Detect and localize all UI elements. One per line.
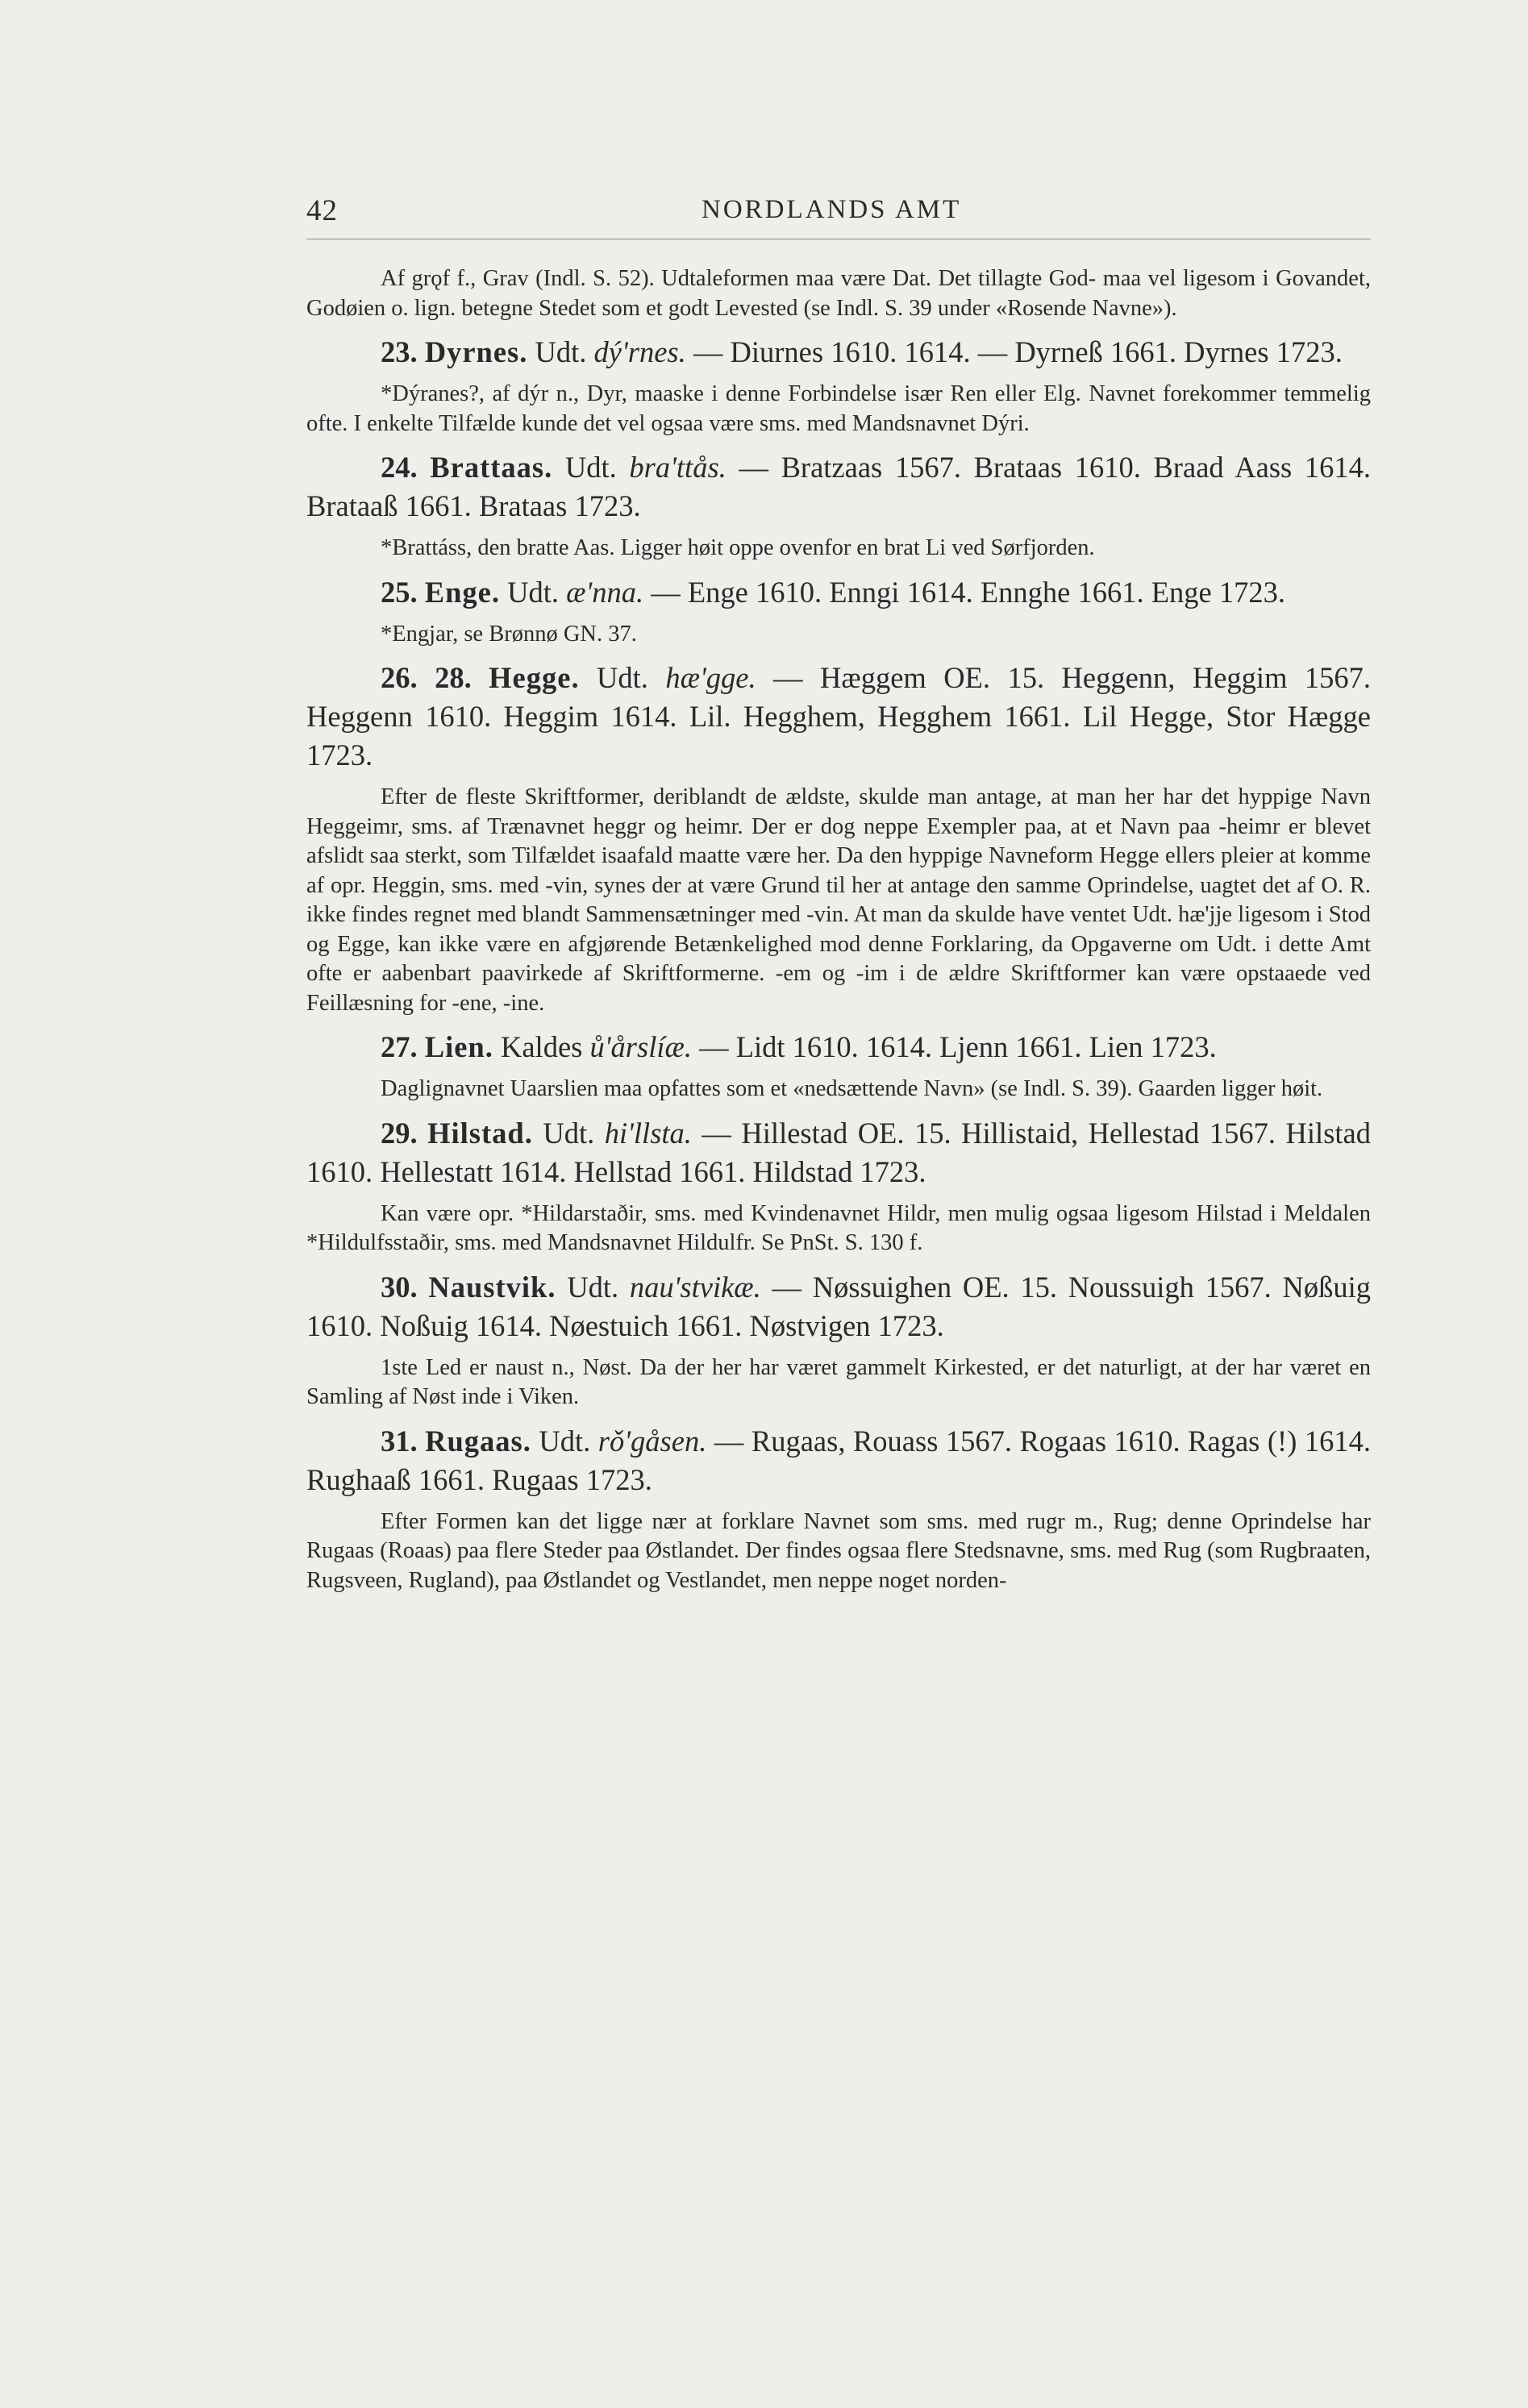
entry-forms: — Hæggem OE. 15. Heggenn, Heggim 1567. Heggenn 1610. Heggim 1614. Lil. Hegghem, Hegghem 1661. Lil Hegge, Stor Hægge 1723. — [306, 661, 1372, 771]
entry-headline — [306, 333, 1371, 372]
place-entry — [306, 573, 1371, 650]
place-entry — [306, 333, 1371, 439]
entry-number: 25. — [381, 575, 418, 609]
entry-name: Hegge. — [489, 661, 580, 694]
entry-headline — [306, 573, 1371, 612]
page-number: 42 — [306, 194, 338, 227]
entry-name: Naustvik. — [428, 1270, 556, 1304]
entry-udt-label: Kaldes — [501, 1030, 583, 1063]
running-title: NORDLANDS AMT — [702, 195, 962, 224]
entry-note: *Dýranes?, af dýr n., Dyr, maaske i denne Forbindelse især Ren eller Elg. Navnet forekommer temmelig ofte. I enkelte Tilfælde kunde det vel ogsaa være sms. med Mandsnavnet Dýri. — [306, 381, 1371, 436]
entry-udt-label: Udt. — [597, 661, 648, 694]
entry-number: 31. — [381, 1424, 418, 1458]
entry-headline — [306, 448, 1371, 526]
place-entry — [306, 1028, 1371, 1104]
place-entry — [306, 1268, 1371, 1412]
place-entry — [306, 448, 1371, 564]
entry-headline — [306, 1028, 1371, 1067]
entry-udt-label: Udt. — [535, 335, 587, 368]
entry-pronunciation: dý'rnes. — [593, 335, 686, 368]
place-entry — [306, 659, 1371, 1018]
entry-name: Dyrnes. — [424, 335, 528, 368]
entry-name: Hilstad. — [427, 1116, 533, 1150]
entry-note: Daglignavnet Uaarslien maa opfattes som et «nedsættende Navn» (se Indl. S. 39). Gaarden ligger høit. — [381, 1076, 1323, 1101]
entry-forms: — Diurnes 1610. 1614. — Dyrneß 1661. Dyrnes 1723. — [693, 335, 1343, 368]
entry-forms: — Bratzaas 1567. Brataas 1610. Braad Aass 1614. Brataaß 1661. Brataas 1723. — [306, 451, 1372, 522]
entry-udt-label: Udt. — [567, 1270, 619, 1304]
entry-headline — [306, 1114, 1371, 1192]
entry-number: 30. — [381, 1270, 418, 1304]
page-content — [306, 264, 1371, 1605]
entry-name: Enge. — [424, 575, 500, 609]
entry-forms: — Rugaas, Rouass 1567. Rogaas 1610. Ragas (!) 1614. Rughaaß 1661. Rugaas 1723. — [306, 1424, 1371, 1496]
entry-note: Efter de fleste Skriftformer, deriblandt de ældste, skulde man antage, at man her har det hyppige Navn Heggeimr, sms. af Trænavnet heggr og heimr. Der er dog neppe Exempler paa, at et Navn paa -heimr er blevet afslidt saa sterkt, som Tilfældet isaafald maatte være her. Da den hyppige Navneform Hegge ellers pleier at komme af opr. Heggin, sms. med -vin, synes der at være Grund til her at antage den samme Oprindelse, uagtet det af O. R. ikke findes regnet med blandt Sammensætninger med -vin. At man da skulde have ventet Udt. hæ'jje ligesom i Stod og Egge, kan ikke være en afgjørende Betænkelighed mod denne Forklaring, da Opgaverne om Udt. i dette Amt ofte er aabenbart paavirkede af Skriftformerne. -em og -im i de ældre Skriftformer kan være opstaaede ved Feillæsning for -ene, -ine. — [306, 784, 1371, 1016]
entry-forms: — Hillestad OE. 15. Hillistaid, Hellestad 1567. Hilstad 1610. Hellestatt 1614. Hellstad 1661. Hildstad 1723. — [306, 1116, 1371, 1188]
entry-number: 29. — [381, 1116, 418, 1150]
entry-headline — [306, 659, 1371, 775]
entry-name: Rugaas. — [425, 1424, 531, 1458]
entry-note: *Brattáss, den bratte Aas. Ligger høit oppe ovenfor en brat Li ved Sørfjorden. — [381, 535, 1095, 560]
entry-number: 23. — [381, 335, 418, 368]
entry-forms: — Nøssuighen OE. 15. Noussuigh 1567. Nøßuig 1610. Noßuig 1614. Nøestuich 1661. Nøstvigen 1723. — [306, 1270, 1372, 1342]
entry-number: 27. — [381, 1030, 418, 1063]
entry-note: Efter Formen kan det ligge nær at forklare Navnet som sms. med rugr m., Rug; denne Oprindelse har Rugaas (Roaas) paa flere Steder paa Østlandet. Der findes ogsaa flere Stedsnavne, sms. med Rug (som Rugbraaten, Rugsveen, Rugland), paa Østlandet og Vestlandet, men neppe noget norden- — [306, 1508, 1371, 1593]
entry-pronunciation: nau'stvikæ. — [629, 1270, 761, 1304]
running-header — [306, 193, 1371, 239]
entry-udt-label: Udt. — [564, 451, 617, 484]
entry-note: *Engjar, se Brønnø GN. 37. — [381, 621, 637, 647]
entry-name: Lien. — [424, 1030, 493, 1063]
entry-pronunciation: bra'ttås. — [629, 451, 727, 484]
entry-pronunciation: æ'nna. — [566, 575, 644, 609]
entry-udt-label: Udt. — [507, 575, 559, 609]
entry-note: 1ste Led er naust n., Nøst. Da der her har været gammelt Kirkested, er det naturligt, at der har været en Samling af Nøst inde i Viken. — [306, 1354, 1371, 1409]
entry-pronunciation: hæ'gge. — [665, 661, 756, 694]
entry-udt-label: Udt. — [543, 1116, 595, 1150]
place-entry — [306, 1114, 1371, 1258]
entry-number: 26. 28. — [381, 661, 472, 694]
intro-note: Af grǫf f., Grav (Indl. S. 52). Udtaleformen maa være Dat. Det tillagte God- maa vel ligesom i Govandet, Godøien o. lign. betegne Stedet som et godt Levested (se Indl. S. 39 under «Rosende Navne»). — [306, 266, 1371, 321]
entry-name: Brattaas. — [430, 451, 553, 484]
entries-list — [306, 333, 1371, 1595]
entry-number: 24. — [381, 451, 418, 484]
entry-forms: — Lidt 1610. 1614. Ljenn 1661. Lien 1723. — [699, 1030, 1217, 1063]
entry-forms: — Enge 1610. Enngi 1614. Ennghe 1661. Enge 1723. — [651, 575, 1285, 609]
entry-pronunciation: rǒ'gåsen. — [597, 1424, 707, 1458]
entry-headline — [306, 1268, 1371, 1345]
place-entry — [306, 1422, 1371, 1596]
entry-pronunciation: hi'llsta. — [604, 1116, 692, 1150]
entry-headline — [306, 1422, 1371, 1499]
entry-pronunciation: ů'årslíæ. — [589, 1030, 692, 1063]
entry-note: Kan være opr. *Hildarstaðir, sms. med Kvindenavnet Hildr, men mulig ogsaa ligesom Hilstad i Meldalen *Hildulfsstaðir, sms. med Mandsnavnet Hildulfr. Se PnSt. S. 130 f. — [306, 1200, 1371, 1255]
entry-udt-label: Udt. — [539, 1424, 591, 1458]
